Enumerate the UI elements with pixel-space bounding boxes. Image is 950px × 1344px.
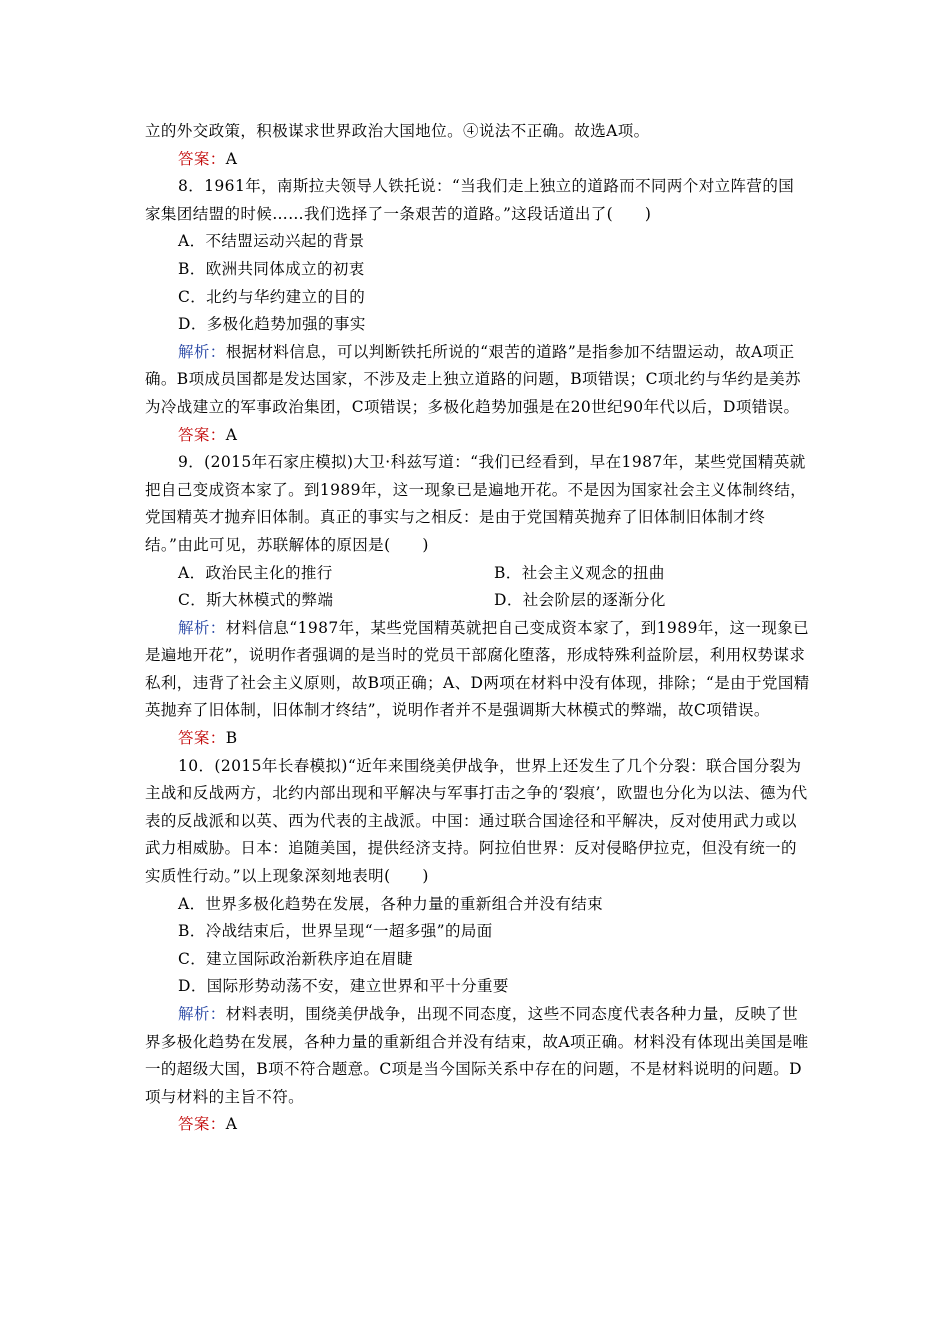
q8-option-a: A．不结盟运动兴起的背景 — [178, 232, 365, 251]
analysis-label: 解析： — [178, 1005, 226, 1023]
answer-label: 答案： — [178, 149, 226, 168]
q9-option-b: B．社会主义观念的扭曲 — [494, 563, 665, 582]
q8-answer — [145, 422, 810, 450]
answer-value: A — [225, 149, 238, 168]
q10-answer-value: A — [225, 1115, 238, 1134]
q8-analysis-text: 根据材料信息，可以判断铁托所说的“艰苦的道路”是指参加不结盟运动，故A项正确。B项成员国都是发达国家，不涉及走上独立道路的问题，B项错误；C项北约与华约是美苏为冷战建立的军事政治集团，C项错误；多极化趋势加强是在20世纪90年代以后，D项错误。 — [145, 342, 801, 416]
answer-label: 答案： — [178, 729, 226, 748]
q10-stem: 10．(2015年长春模拟)“近年来围绕美伊战争，世界上还发生了几个分裂：联合国分裂为主战和反战两方，北约内部出现和平解决与军事打击之争的‘裂痕’，欧盟也分化为以法、德为代表的反战派和以英、西为代表的主战派。中国：通过联合国途径和平解决，反对使用武力或以武力相威胁。日本：追随美国，提供经济支持。阿拉伯世界：反对侵略伊拉克，但没有统一的实质性行动。”以上现象深刻地表明( ) — [145, 756, 808, 886]
q9-option-c: C．斯大林模式的弊端 — [178, 591, 334, 610]
q10-option-c: C．建立国际政治新秩序迫在眉睫 — [178, 949, 413, 968]
analysis-label: 解析： — [178, 618, 226, 637]
q9-option-d: D．社会阶层的逐渐分化 — [494, 591, 666, 610]
q8-answer-value: A — [225, 425, 238, 444]
q9-analysis — [145, 615, 810, 725]
q10-answer — [145, 1111, 810, 1139]
q9-option-a: A．政治民主化的推行 — [178, 563, 333, 582]
q8-analysis — [145, 339, 810, 422]
intro-line: 立的外交政策，积极谋求世界政治大国地位。④说法不正确。故选A项。 — [145, 122, 650, 140]
q9-options-row-1 — [145, 560, 810, 588]
q9-stem: 9．(2015年石家庄模拟)大卫·科兹写道：“我们已经看到，早在1987年，某些党国精英就把自己变成资本家了。到1989年，这一现象已是遍地开花。不是因为国家社会主义体制终结，党国精英才抛弃旧体制。真正的事实与之相反：是由于党国精英抛弃了旧体制旧体制才终结。”由此可见，苏联解体的原因是( ) — [145, 453, 807, 554]
q9-answer-value: B — [225, 729, 238, 748]
q8-option-d: D．多极化趋势加强的事实 — [178, 315, 366, 334]
q8-stem: 8．1961年，南斯拉夫领导人铁托说：“当我们走上独立的道路而不同两个对立阵营的国家集团结盟的时候……我们选择了一条艰苦的道路。”这段话道出了( ) — [145, 177, 795, 223]
q9-analysis-text: 材料信息“1987年，某些党国精英就把自己变成资本家了，到1989年，这一现象已是遍地开花”，说明作者强调的是当时的党员干部腐化堕落，形成特殊利益阶层，利用权势谋求私利，违背了社会主义原则，故B项正确；A、D两项在材料中没有体现，排除；“是由于党国精英抛弃了旧体制，旧体制才终结”，说明作者并不是强调斯大林模式的弊端，故C项错误。 — [145, 618, 810, 720]
answer-label: 答案： — [178, 425, 226, 444]
q10-option-a: A．世界多极化趋势在发展，各种力量的重新组合并没有结束 — [178, 894, 603, 913]
q10-option-b: B．冷战结束后，世界呈现“一超多强”的局面 — [178, 922, 493, 941]
q9-answer — [145, 725, 810, 753]
q8-option-c: C．北约与华约建立的目的 — [178, 287, 366, 306]
q9-options-row-2 — [145, 587, 810, 615]
analysis-label: 解析： — [178, 342, 226, 361]
answer-label: 答案： — [178, 1115, 226, 1134]
answer-prev — [145, 146, 810, 174]
q10-option-d: D．国际形势动荡不安，建立世界和平十分重要 — [178, 977, 509, 996]
q8-option-b: B．欧洲共同体成立的初衷 — [178, 259, 365, 278]
q10-analysis-text: 材料表明，围绕美伊战争，出现不同态度，这些不同态度代表各种力量，反映了世界多极化趋势在发展，各种力量的重新组合并没有结束，故A项正确。材料没有体现出美国是唯一的超级大国，B项不符合题意。C项是当今国际关系中存在的问题，不是材料说明的问题。D项与材料的主旨不符。 — [145, 1005, 809, 1106]
document-body — [145, 118, 810, 1139]
q10-analysis — [145, 1001, 810, 1111]
